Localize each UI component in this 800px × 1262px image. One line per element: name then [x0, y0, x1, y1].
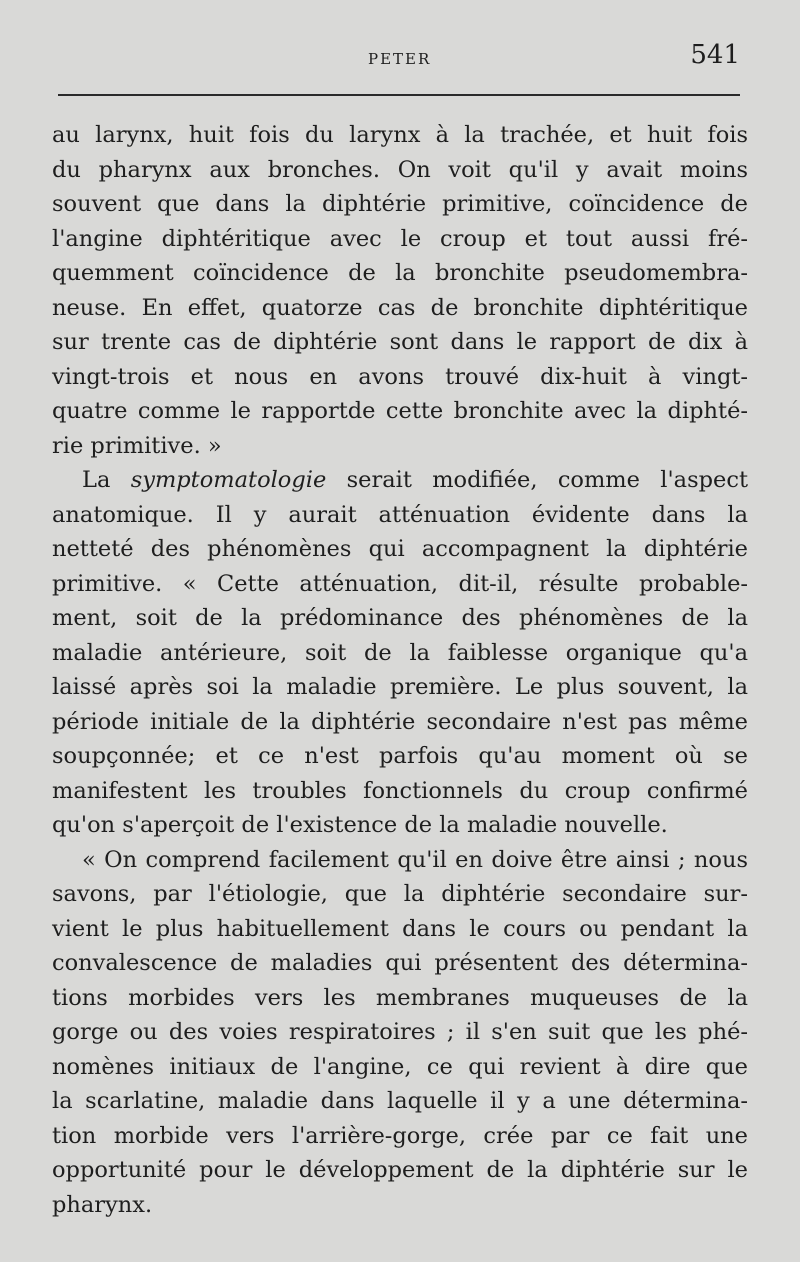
text-line: manifestent les troubles fonctionnels du croup confirmé	[52, 777, 748, 804]
text-line: souvent que dans la diphtérie primitive, coïncidence de	[52, 191, 748, 217]
page-header	[58, 40, 740, 80]
text-line: nomènes initiaux de l'angine, ce qui revient à dire que	[52, 1053, 748, 1080]
text-line: savons, par l'étiologie, que la diphtérie secondaire sur-	[52, 881, 748, 907]
text-line: la scarlatine, maladie dans laquelle il y a une détermina-	[52, 1088, 748, 1114]
text-line: rie primitive. »	[52, 432, 222, 459]
text-line: vient le plus habituellement dans le cours ou pendant la	[52, 915, 748, 942]
page-number: 541	[690, 40, 740, 70]
text-line: primitive. « Cette atténuation, dit-il, résulte probable-	[52, 570, 748, 597]
text-line: pharynx.	[52, 1191, 153, 1218]
text-line: neuse. En effet, quatorze cas de bronchite diphtéritique	[52, 294, 748, 321]
text-line: gorge ou des voies respiratoires ; il s'en suit que les phé-	[52, 1019, 748, 1045]
text-line: période initiale de la diphtérie secondaire n'est pas même	[52, 708, 748, 735]
text-line	[52, 463, 748, 498]
header-rule	[58, 94, 740, 96]
text-line: soupçonnée; et ce n'est parfois qu'au moment où se	[52, 743, 748, 769]
text-line: vingt-trois et nous en avons trouvé dix-huit à vingt-	[52, 363, 748, 390]
text-line: l'angine diphtéritique avec le croup et tout aussi fré-	[52, 225, 748, 252]
running-head: PETER	[368, 50, 432, 68]
text-line: tion morbide vers l'arrière-gorge, crée par ce fait une	[52, 1122, 748, 1149]
text-line: quemment coïncidence de la bronchite pseudomembra-	[52, 260, 748, 286]
text-fragment: serait modifiée, comme l'aspect	[326, 467, 748, 493]
text-line: laissé après soi la maladie première. Le plus souvent, la	[52, 674, 748, 700]
text-line: ment, soit de la prédominance des phénomènes de la	[52, 605, 748, 631]
body-text	[52, 118, 748, 1222]
text-line: anatomique. Il y aurait atténuation évidente dans la	[52, 501, 748, 528]
text-line: convalescence de maladies qui présentent des détermina-	[52, 950, 748, 976]
text-line: du pharynx aux bronches. On voit qu'il y avait moins	[52, 156, 748, 183]
text-fragment: La	[82, 467, 131, 493]
text-line: au larynx, huit fois du larynx à la trachée, et huit fois	[52, 122, 748, 148]
text-line: sur trente cas de diphtérie sont dans le rapport de dix à	[52, 329, 748, 355]
text-line: « On comprend facilement qu'il en doive être ainsi ; nous	[82, 846, 748, 873]
text-line: qu'on s'aperçoit de l'existence de la maladie nouvelle.	[52, 812, 668, 838]
text-line: maladie antérieure, soit de la faiblesse organique qu'a	[52, 639, 748, 666]
text-line: tions morbides vers les membranes muqueuses de la	[52, 984, 748, 1011]
text-line: quatre comme le rapportde cette bronchite avec la diphté-	[52, 398, 748, 424]
text-line: netteté des phénomènes qui accompagnent la diphtérie	[52, 536, 748, 562]
text-line: opportunité pour le développement de la diphtérie sur le	[52, 1157, 748, 1183]
italic-term: symptomatologie	[130, 467, 327, 493]
